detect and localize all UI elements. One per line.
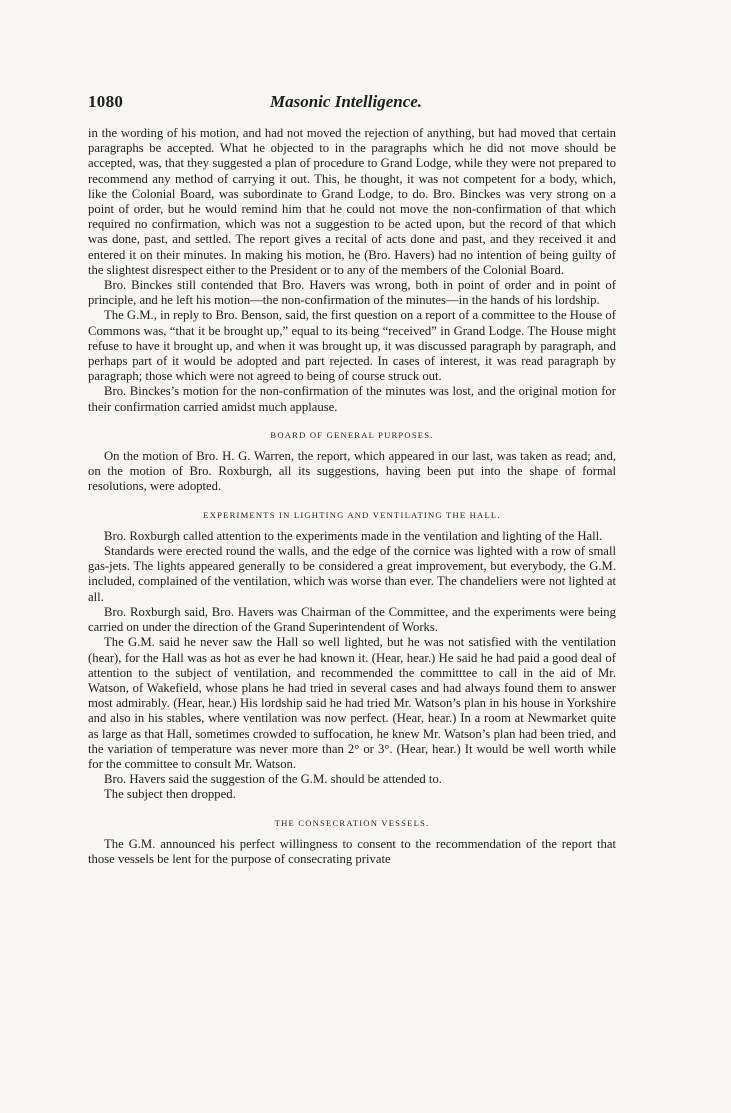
paragraph: Bro. Havers said the suggestion of the G.M. should be attended to. [104,772,442,787]
paragraph: The G.M. said he never saw the Hall so well lighted, but he was not satisfied with the ventilation (hear), for the Hall was as hot as ever he had known it. (Hear, hear.) He said he had paid a good deal of attention to the subject of ventilation, and recommended the committtee to call in the aid of Mr. Watson, of Wakefield, whose plans he had tried in several cases and had always found them to answer most admirably. (Hear, hear.) His lordship said he had tried Mr. Watson’s plan in his house in Yorkshire and also in his stables, where ventilation was now perfect. (Hear, hear.) In a room at Newmarket quite as large as that Hall, sometimes crowded to suffocation, he knew Mr. Watson’s plan had been tried, and the variation of temperature was never more than 2° or 3°. (Hear, hear.) It would be well worth while for the committee to consult Mr. Watson. [88,635,616,771]
paragraph: The G.M. announced his perfect willingness to consent to the recommendation of the report that those vessels be lent for the purpose of consecrating private [88,836,616,866]
article-body [88,126,616,867]
paragraph: The subject then dropped. [104,787,236,802]
paragraph: Bro. Roxburgh said, Bro. Havers was Chairman of the Committee, and the experiments were being carried on under the direction of the Grand Superintendent of Works. [88,604,616,635]
paragraph: Bro. Binckes still contended that Bro. Havers was wrong, both in point of order and in point of principle, and he left his motion—the non-confirmation of the minutes—in the hands of his lordship. [88,278,616,308]
paragraph: Bro. Roxburgh called attention to the experiments made in the ventilation and lighting of the Hall. [104,528,603,543]
paragraph: Standards were erected round the walls, and the edge of the cornice was lighted with a row of small gas-jets. The lights appeared generally to be considered a great improvement, but everybody, the G.M. included, complained of the ventilation, which was worse than ever. The chandeliers were not lighted at all. [88,544,616,604]
running-title: Masonic Intelligence. [270,92,423,111]
paragraph: Bro. Binckes’s motion for the non-confirmation of the minutes was lost, and the original motion for their confirmation carried amidst much applause. [88,384,616,414]
section-heading: BOARD OF GENERAL PURPOSES. [270,429,434,440]
paragraph: The G.M., in reply to Bro. Benson, said, the first question on a report of a committee to the House of Commons was, “that it be brought up,” equal to its being “received” in Grand Lodge. The House might refuse to have it brought up, and when it was brought up, it was discussed paragraph by paragraph, and perhaps part of it would be adopted and part rejected. In cases of interest, it was read paragraph by paragraph; those which were not agreed to being of course struck out. [88,308,616,384]
page-header [88,92,628,114]
paragraph: in the wording of his motion, and had not moved the rejection of anything, but had moved that certain paragraphs be accepted. What he objected to in the paragraphs which he did not move should be accepted, was, that they suggested a plan of procedure to Grand Lodge, while they were not prepared to recommend any method of carrying it out. This, he thought, it was not competent for a body, which, like the Colonial Board, was subordinate to Grand Lodge, to do. Bro. Binckes was very strong on a point of order, but he would remind him that he could not move the non-confirmation of that which required no confirmation, which was not a suggestion to be acted upon, but the record of that which was done, past, and settled. The report gives a recital of acts done and past, and they received it and entered it on their minutes. In making his motion, he (Bro. Havers) had no intention of being guilty of the slightest disrespect either to the President or to any of the members of the Colonial Board. [88,126,616,277]
section-heading: EXPERIMENTS IN LIGHTING AND VENTILATING THE HALL. [203,509,501,520]
paragraph: On the motion of Bro. H. G. Warren, the report, which appeared in our last, was taken as read; and, on the motion of Bro. Roxburgh, all its suggestions, having been put into the shape of formal resolutions, were adopted. [88,449,616,494]
page-number: 1080 [88,92,124,111]
section-heading: THE CONSECRATION VESSELS. [274,817,430,828]
